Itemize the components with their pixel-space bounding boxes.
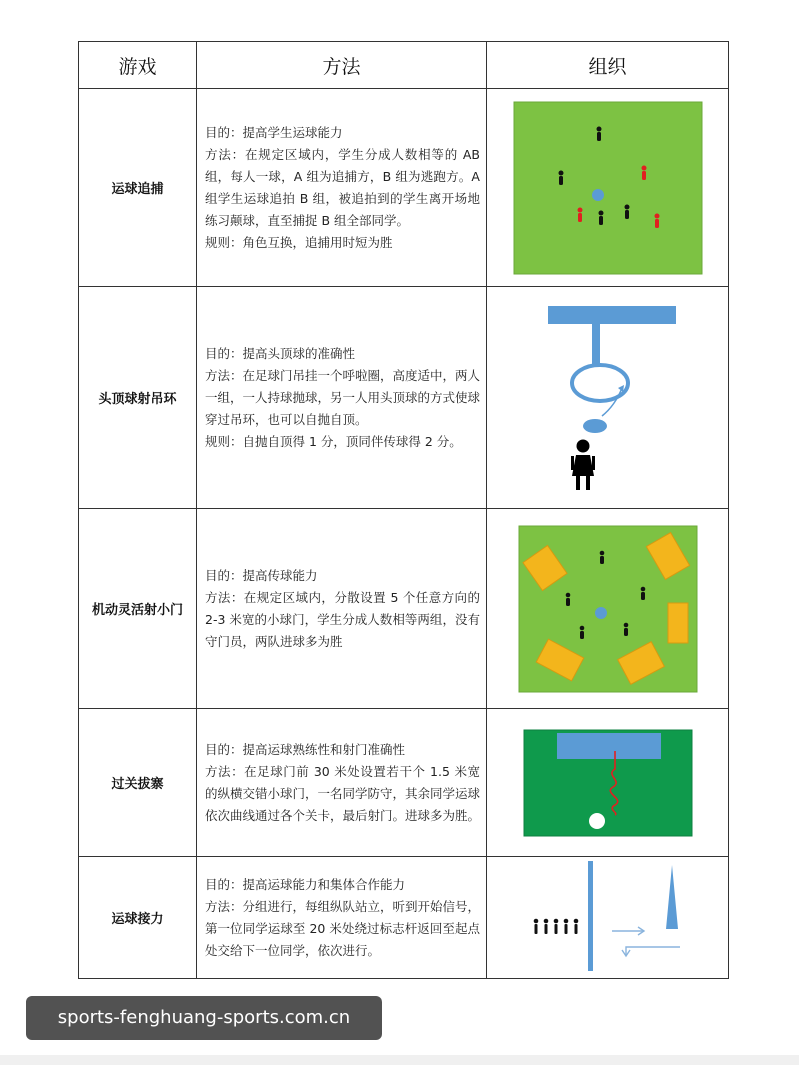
organization-diagram	[487, 857, 729, 979]
header-hoop-diagram	[508, 298, 708, 498]
dribble-chase-diagram	[513, 101, 703, 275]
field-icon	[514, 102, 702, 274]
activity-table	[78, 41, 729, 979]
organization-diagram	[487, 287, 729, 509]
hoop-icon	[572, 365, 628, 401]
start-line-icon	[588, 861, 593, 971]
person-icon	[571, 439, 595, 490]
method-line: 方法：在足球门前 30 米处设置若干个 1.5 米宽的纵横交错小球门，一名同学防守，其余同学运球依次曲线通过各个关卡，最后射门。进球多为胜。	[205, 763, 481, 823]
goal-area-icon	[557, 733, 661, 759]
rope-icon	[592, 324, 600, 364]
game-name: 运球接力	[79, 857, 197, 979]
game-name: 机动灵活射小门	[79, 509, 197, 709]
method-line: 目的：提高头顶球的准确性	[205, 345, 356, 361]
marker-pole-icon	[666, 865, 678, 929]
method-text	[197, 89, 487, 287]
method-line: 目的：提高传球能力	[205, 567, 318, 583]
method-text	[197, 509, 487, 709]
method-line: 规则：角色互换，追捕用时短为胜	[205, 234, 393, 250]
table-row	[79, 509, 729, 709]
header-game: 游戏	[79, 42, 197, 89]
small-goals-diagram	[518, 525, 698, 693]
watermark-banner: sports-fenghuang-sports.com.cn	[26, 996, 382, 1040]
queue-players-icon	[533, 918, 578, 933]
method-line: 目的：提高运球熟练性和射门准确性	[205, 741, 406, 757]
organization-diagram	[487, 89, 729, 287]
ball-icon	[592, 189, 604, 201]
ball-icon	[595, 607, 607, 619]
gate-breaking-diagram	[523, 729, 693, 837]
method-line: 方法：在规定区域内，学生分成人数相等的 AB 组，每人一球，A 组为追捕方，B 组为逃跑方。A 组学生运球追拍 B 组，被追拍到的学生离开场地练习颠球，直至捕捉 B 组全部同学。	[205, 146, 480, 228]
organization-diagram	[487, 709, 729, 857]
table-row	[79, 287, 729, 509]
ball-icon	[583, 419, 607, 433]
header-organization: 组织	[487, 42, 729, 89]
game-name: 过关拔寨	[79, 709, 197, 857]
table-row	[79, 89, 729, 287]
bottom-strip	[0, 1055, 799, 1065]
relay-diagram	[508, 859, 708, 977]
method-line: 目的：提高学生运球能力	[205, 124, 343, 140]
table-row	[79, 709, 729, 857]
method-text	[197, 709, 487, 857]
method-line: 目的：提高运球能力和集体合作能力	[205, 876, 406, 892]
route-arrows-icon	[612, 927, 680, 956]
header-method: 方法	[197, 42, 487, 89]
method-line: 规则：自抛自顶得 1 分，顶同伴传球得 2 分。	[205, 433, 462, 449]
organization-diagram	[487, 509, 729, 709]
method-text	[197, 287, 487, 509]
ball-icon	[589, 813, 605, 829]
method-line: 方法：在规定区域内，分散设置 5 个任意方向的 2-3 米宽的小球门，学生分成人数相等两组，没有守门员，两队进球多为胜	[205, 589, 480, 649]
goal-crossbar-icon	[548, 306, 676, 324]
method-text	[197, 857, 487, 979]
method-line: 方法：在足球门吊挂一个呼啦圈，高度适中，两人一组，一人持球抛球，另一人用头顶球的方式使球穿过吊环，也可以自抛自顶。	[205, 367, 481, 427]
table-header-row	[79, 42, 729, 89]
game-name: 运球追捕	[79, 89, 197, 287]
table-row	[79, 857, 729, 979]
method-line: 方法：分组进行，每组纵队站立，听到开始信号，第一位同学运球至 20 米处绕过标志杆返回至起点处交给下一位同学，依次进行。	[205, 898, 481, 958]
game-name: 头顶球射吊环	[79, 287, 197, 509]
